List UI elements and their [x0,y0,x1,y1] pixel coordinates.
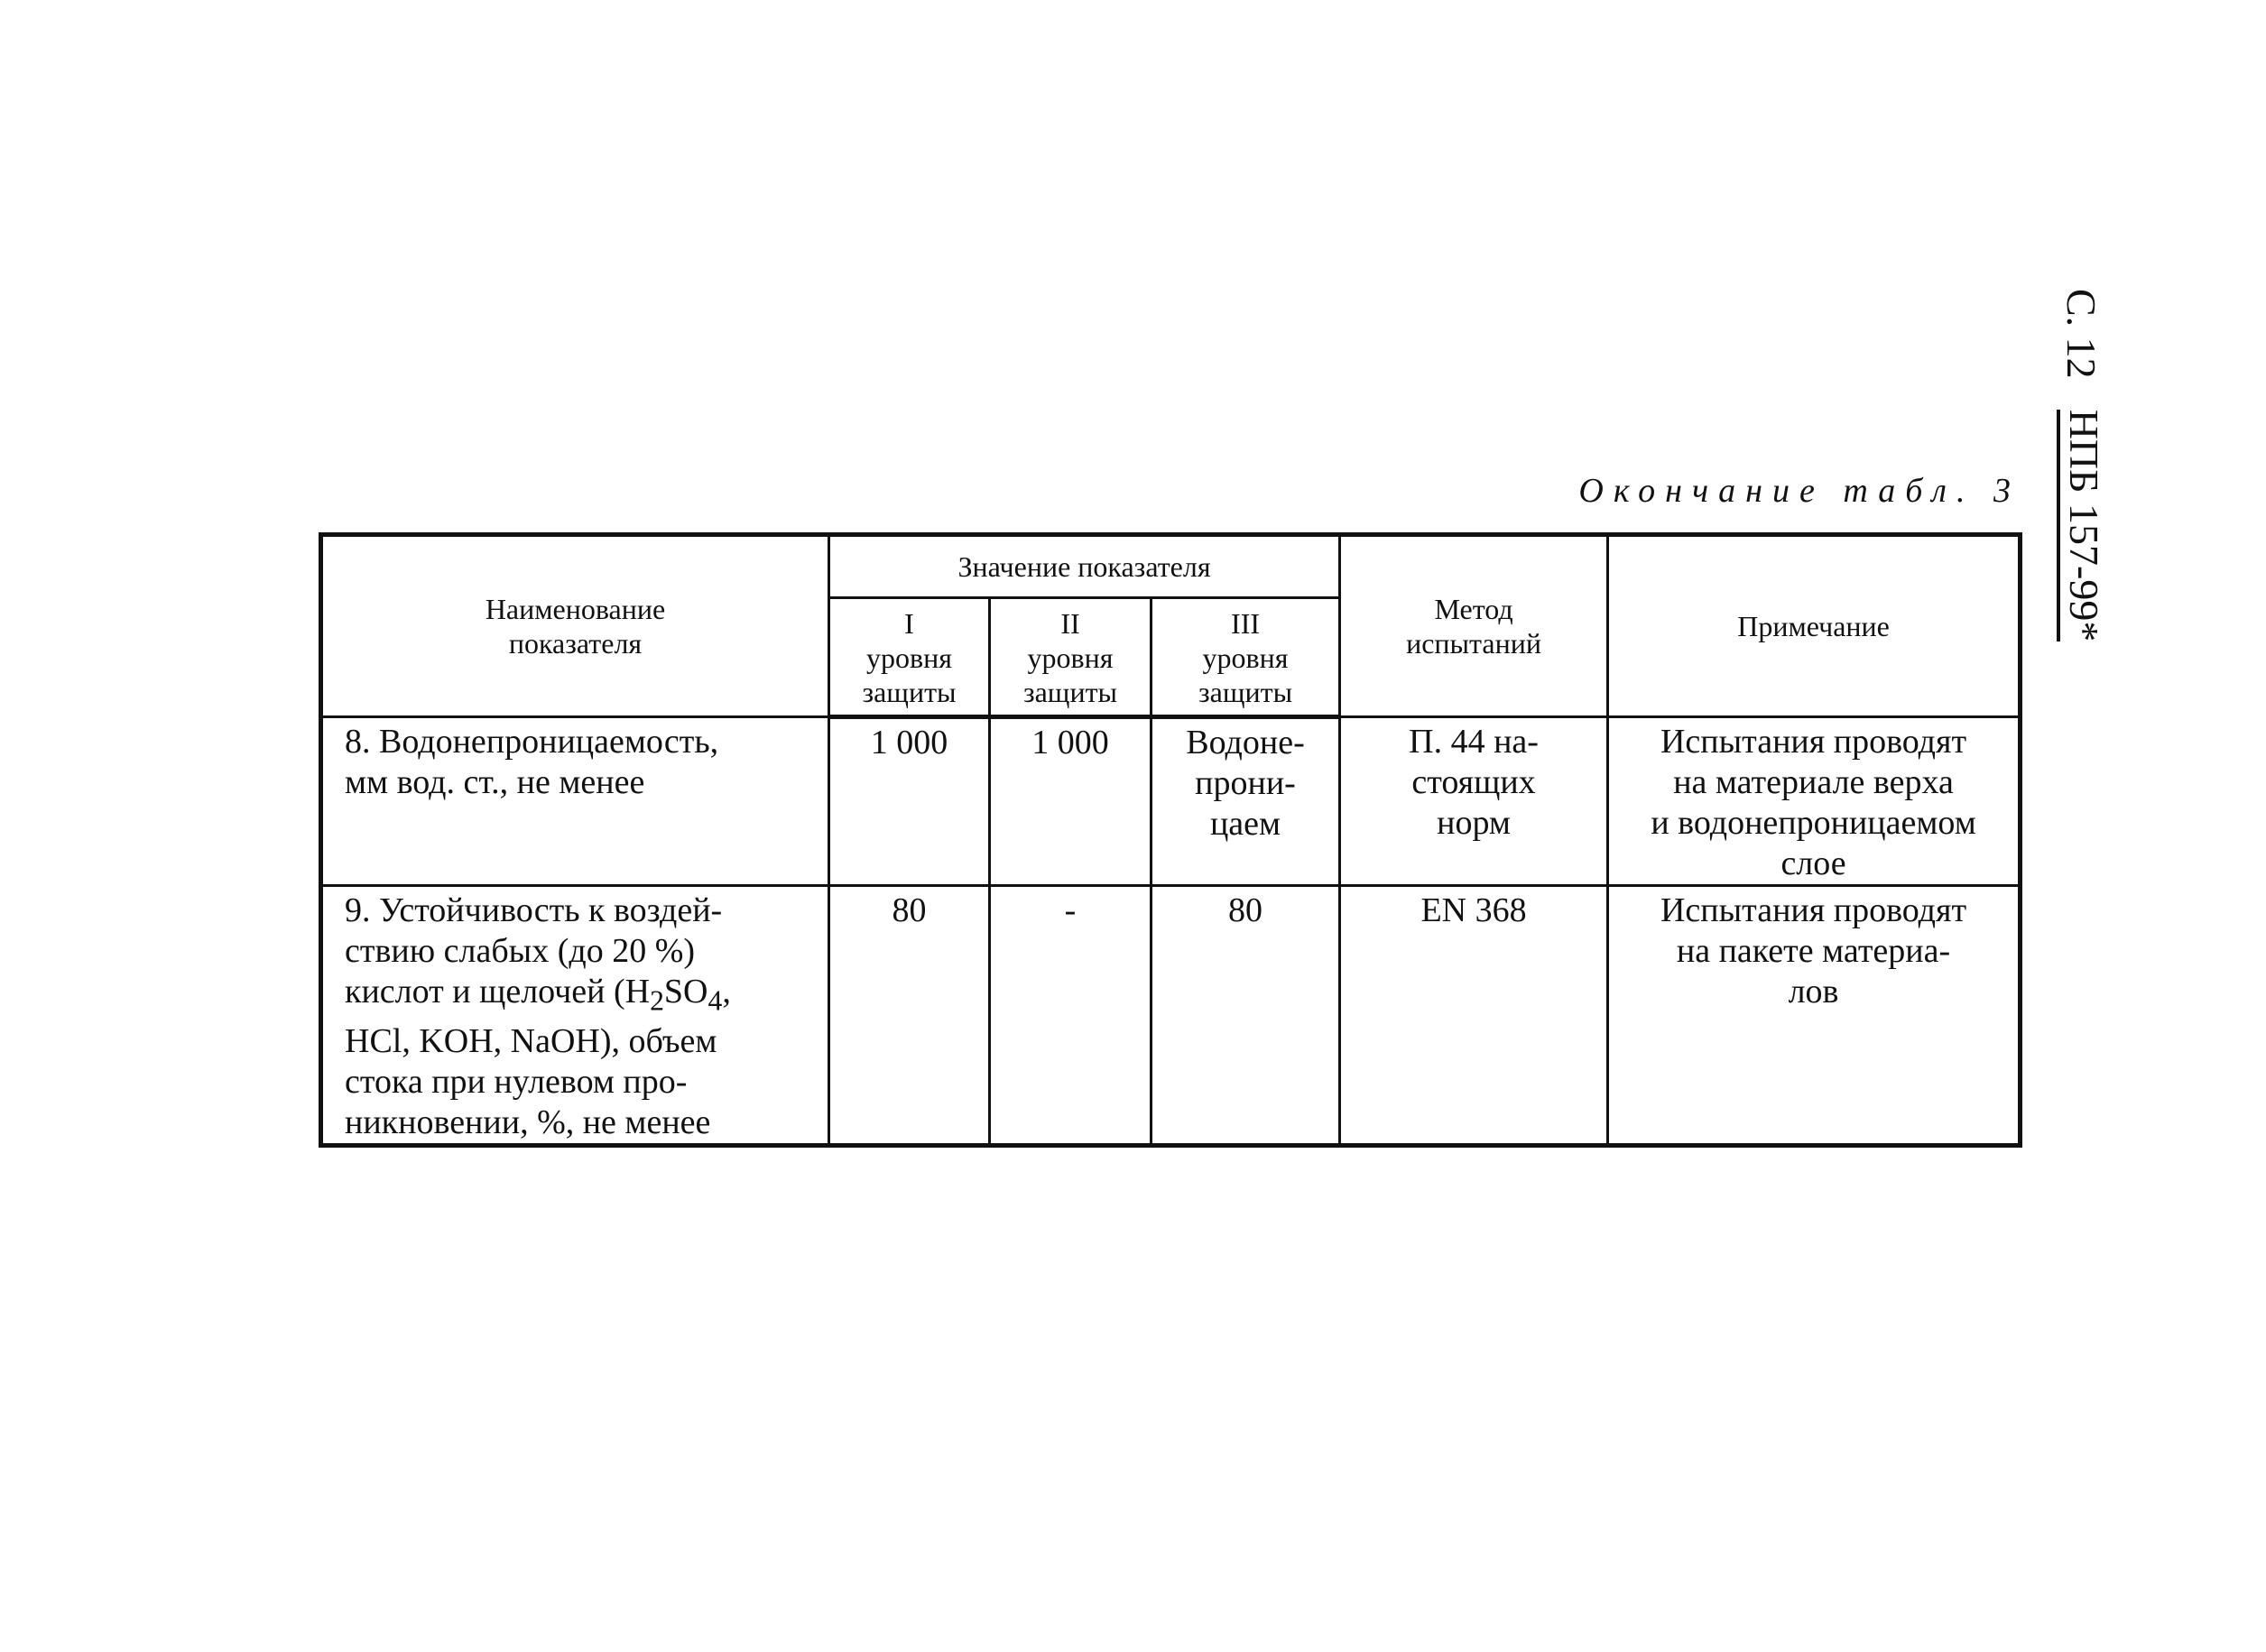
page-number: С. 12 [2058,289,2104,379]
row-9-level-3: 80 [1151,886,1340,1146]
header-note: Примечание [1608,535,2021,717]
row-8-level-2: 1 000 [990,717,1151,886]
document-code: НПБ 157-99* [2057,410,2105,642]
table-container [319,532,2018,1148]
row-9-note: Испытания проводят на пакете материа- лов [1608,886,2021,1146]
running-header-text [2054,289,2108,677]
properties-table [319,532,2022,1148]
row-9-method: EN 368 [1340,886,1608,1146]
header-level-2: II уровня защиты [990,598,1151,717]
row-8-level-1: 1 000 [829,717,990,886]
row-8-level-3: Водоне- прони- цаем [1151,717,1340,886]
table-caption: Окончание табл. 3 [1578,472,2021,510]
table-row [321,886,2021,1146]
header-method: Метод испытаний [1340,535,1608,717]
row-9-level-2: - [990,886,1151,1146]
row-8-name: 8. Водонепроницаемость, мм вод. ст., не менее [321,717,829,886]
header-level-3: III уровня защиты [1151,598,1340,717]
row-9-level-1: 80 [829,886,990,1146]
row-8-method: П. 44 на- стоящих норм [1340,717,1608,886]
table-row [321,717,2021,886]
header-value-group: Значение показателя [829,535,1340,598]
row-8-note: Испытания проводят на материале верха и водонепроницаемом слое [1608,717,2021,886]
header-name: Наименование показателя [321,535,829,717]
row-9-name: 9. Устойчивость к воздей- ствию слабых (до 20 %) кислот и щелочей ($H_2SO_4$, HCl, KOH, NaOH), объем стока при нулевом про- никновении, %, не менее [321,886,829,1146]
running-header [2054,289,2108,677]
header-level-1: I уровня защиты [829,598,990,717]
